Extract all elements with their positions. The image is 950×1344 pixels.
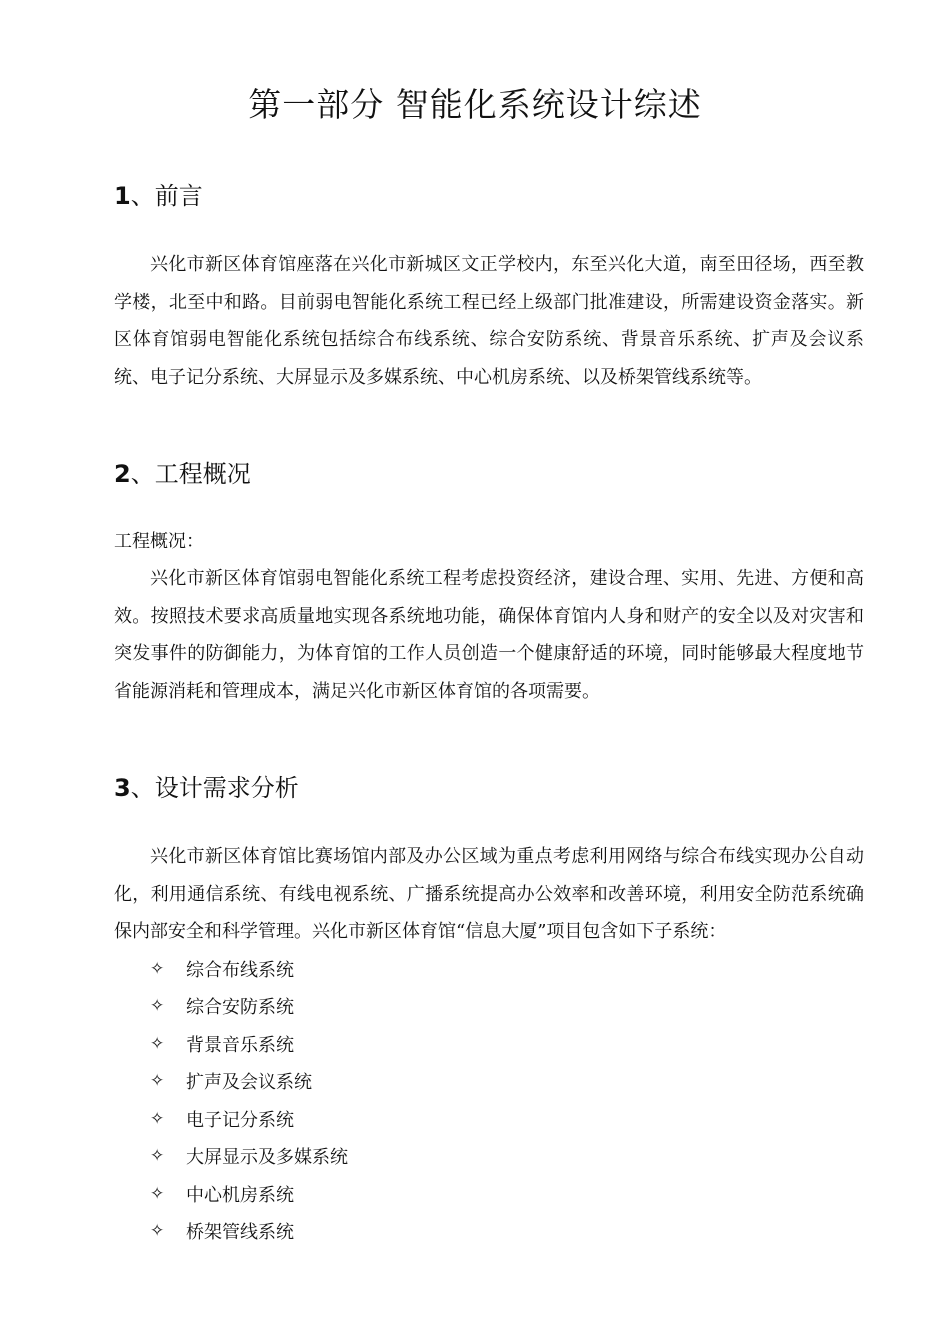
section-number: 3 <box>114 774 131 802</box>
section-heading-overview <box>114 456 251 492</box>
list-item-label: 背景音乐系统 <box>186 1034 294 1056</box>
overview-paragraph: 兴化市新区体育馆弱电智能化系统工程考虑投资经济，建设合理、实用、先进、方便和高效。按照技术要求高质量地实现各系统地功能，确保体育馆内人身和财产的安全以及对灾害和突发事件的防御能力，为体育馆的工作人员创造一个健康舒适的环境，同时能够最大程度地节省能源消耗和管理成本，满足兴化市新区体育馆的各项需要。 <box>114 568 864 702</box>
section-heading-preface <box>114 178 203 214</box>
list-item-label: 电子记分系统 <box>186 1109 294 1131</box>
four-pointed-star-icon: ✧ <box>150 1183 165 1204</box>
list-item <box>150 950 348 988</box>
list-item-label: 综合安防系统 <box>186 997 294 1019</box>
list-item <box>150 1063 348 1101</box>
list-item <box>150 1213 348 1251</box>
list-item <box>150 1175 348 1213</box>
requirements-paragraph: 兴化市新区体育馆比赛场馆内部及办公区域为重点考虑利用网络与综合布线实现办公自动化，利用通信系统、有线电视系统、广播系统提高办公效率和改善环境，利用安全防范系统确保内部安全和科学管理。兴化市新区体育馆“信息大厦”项目包含如下子系统： <box>114 846 864 942</box>
subsystem-list <box>150 950 348 1250</box>
overview-label: 工程概况： <box>114 531 204 552</box>
list-item <box>150 1138 348 1176</box>
list-item <box>150 1100 348 1138</box>
list-item-label: 大屏显示及多媒系统 <box>186 1147 348 1169</box>
four-pointed-star-icon: ✧ <box>150 1221 165 1242</box>
list-item-label: 综合布线系统 <box>186 959 294 981</box>
section-title: 、设计需求分析 <box>130 774 299 802</box>
four-pointed-star-icon: ✧ <box>150 1033 165 1054</box>
four-pointed-star-icon: ✧ <box>150 1108 165 1129</box>
list-item-label: 中心机房系统 <box>186 1184 294 1206</box>
list-item-label: 扩声及会议系统 <box>186 1072 312 1094</box>
section-title: 、前言 <box>130 182 203 210</box>
four-pointed-star-icon: ✧ <box>150 1146 165 1167</box>
four-pointed-star-icon: ✧ <box>150 958 165 979</box>
list-item <box>150 1025 348 1063</box>
section-number: 2 <box>114 460 131 488</box>
list-item <box>150 988 348 1026</box>
four-pointed-star-icon: ✧ <box>150 996 165 1017</box>
list-item-label: 桥架管线系统 <box>186 1222 294 1244</box>
preface-paragraph: 兴化市新区体育馆座落在兴化市新城区文正学校内，东至兴化大道，南至田径场，西至教学楼，北至中和路。目前弱电智能化系统工程已经上级部门批准建设，所需建设资金落实。新区体育馆弱电智能化系统包括综合布线系统、综合安防系统、背景音乐系统、扩声及会议系统、电子记分系统、大屏显示及多媒系统、中心机房系统、以及桥架管线系统等。 <box>114 254 864 388</box>
section-title: 、工程概况 <box>130 460 251 488</box>
page-title: 第一部分 智能化系统设计综述 <box>248 85 702 124</box>
section-heading-requirements <box>114 770 299 806</box>
section-number: 1 <box>114 182 131 210</box>
four-pointed-star-icon: ✧ <box>150 1071 165 1092</box>
